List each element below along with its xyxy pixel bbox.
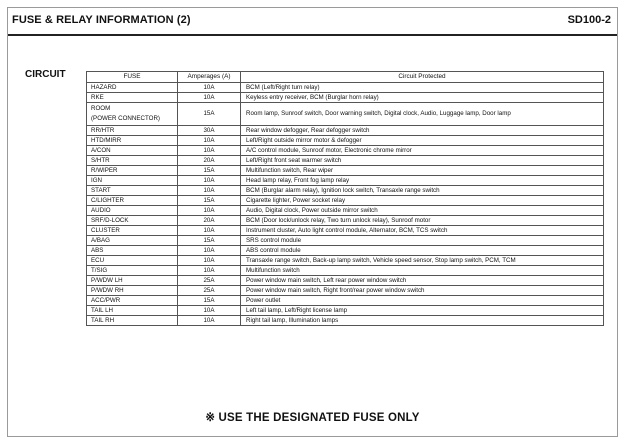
amperage-cell: 10A	[178, 176, 241, 186]
fuse-name: R/WIPER	[91, 166, 118, 174]
fuse-name: S/HTR	[91, 156, 110, 164]
circuit-protected-cell: Power outlet	[241, 296, 604, 306]
fuse-name: ABS	[91, 246, 104, 254]
column-header-amperage: Amperages (A)	[178, 72, 241, 83]
fuse-name-cell	[87, 156, 178, 166]
amperage-cell: 15A	[178, 166, 241, 176]
fuse-name-cell	[87, 103, 178, 126]
fuse-name-cell	[87, 83, 178, 93]
fuse-name: HTD/MIRR	[91, 136, 122, 144]
fuse-name-cell	[87, 226, 178, 236]
circuit-protected-cell: SRS control module	[241, 236, 604, 246]
fuse-name: START	[91, 186, 111, 194]
fuse-name: T/SIG	[91, 266, 108, 274]
designated-fuse-notice: ※ USE THE DESIGNATED FUSE ONLY	[205, 412, 420, 424]
fuse-name: RKE	[91, 93, 104, 101]
circuit-protected-cell: Transaxle range switch, Back-up lamp switch, Vehicle speed sensor, Stop lamp switch, PCM, TCM	[241, 256, 604, 266]
circuit-protected-cell: Power window main switch, Right front/rear power window switch	[241, 286, 604, 296]
fuse-name: RR/HTR	[91, 126, 115, 134]
fuse-table	[86, 71, 604, 326]
circuit-protected-cell: ABS control module	[241, 246, 604, 256]
fuse-name: TAIL LH	[91, 306, 114, 314]
amperage-cell: 30A	[178, 126, 241, 136]
table-header-row	[87, 72, 604, 83]
fuse-name: IGN	[91, 176, 103, 184]
column-header-fuse: FUSE	[87, 72, 178, 83]
fuse-name-cell	[87, 186, 178, 196]
fuse-name-subtitle: (POWER CONNECTOR)	[91, 115, 160, 122]
page-header	[8, 8, 617, 36]
amperage-cell: 10A	[178, 83, 241, 93]
circuit-protected-cell: BCM (Left/Right turn relay)	[241, 83, 604, 93]
table-row	[87, 206, 604, 216]
table-row	[87, 296, 604, 306]
fuse-name: ECU	[91, 256, 105, 264]
amperage-cell: 10A	[178, 146, 241, 156]
amperage-cell: 10A	[178, 266, 241, 276]
fuse-name: AUDIO	[91, 206, 111, 214]
table-row	[87, 166, 604, 176]
page-code: SD100-2	[567, 14, 611, 26]
fuse-name-cell	[87, 306, 178, 316]
table-row	[87, 93, 604, 103]
table-row	[87, 146, 604, 156]
fuse-name-cell	[87, 286, 178, 296]
fuse-name-cell	[87, 126, 178, 136]
fuse-name: SRF/D-LOCK	[91, 216, 129, 224]
table-row	[87, 276, 604, 286]
fuse-name: CLUSTER	[91, 226, 120, 234]
circuit-protected-cell: BCM (Burglar alarm relay), Ignition lock switch, Transaxle range switch	[241, 186, 604, 196]
fuse-name-cell	[87, 316, 178, 326]
table-row	[87, 256, 604, 266]
circuit-protected-cell: Cigarette lighter, Power socket relay	[241, 196, 604, 206]
fuse-name-cell	[87, 216, 178, 226]
table-row	[87, 316, 604, 326]
fuse-name-cell	[87, 236, 178, 246]
fuse-name-cell	[87, 166, 178, 176]
circuit-protected-cell: Left/Right front seat warmer switch	[241, 156, 604, 166]
circuit-protected-cell: Keyless entry receiver, BCM (Burglar horn relay)	[241, 93, 604, 103]
circuit-protected-cell: Audio, Digital clock, Power outside mirror switch	[241, 206, 604, 216]
amperage-cell: 10A	[178, 246, 241, 256]
fuse-name-cell	[87, 276, 178, 286]
circuit-protected-cell: Multifunction switch, Rear wiper	[241, 166, 604, 176]
table-row	[87, 156, 604, 166]
table-row	[87, 186, 604, 196]
fuse-name: P/WDW LH	[91, 276, 123, 284]
amperage-cell: 10A	[178, 186, 241, 196]
fuse-name: C/LIGHTER	[91, 196, 125, 204]
fuse-name-cell	[87, 256, 178, 266]
fuse-name: A/CON	[91, 146, 111, 154]
page-title: FUSE & RELAY INFORMATION (2)	[12, 14, 191, 26]
circuit-protected-cell: Multifunction switch	[241, 266, 604, 276]
fuse-name-cell	[87, 146, 178, 156]
circuit-protected-cell: Left tail lamp, Left/Right license lamp	[241, 306, 604, 316]
amperage-cell: 25A	[178, 276, 241, 286]
table-row	[87, 136, 604, 146]
table-row	[87, 103, 604, 126]
fuse-name-cell	[87, 246, 178, 256]
amperage-cell: 15A	[178, 196, 241, 206]
fuse-name-cell	[87, 296, 178, 306]
amperage-cell: 20A	[178, 216, 241, 226]
circuit-protected-cell: BCM (Door lock/unlock relay, Two turn unlock relay), Sunroof motor	[241, 216, 604, 226]
fuse-name: A/BAG	[91, 236, 110, 244]
circuit-protected-cell: Left/Right outside mirror motor & defogger	[241, 136, 604, 146]
table-row	[87, 226, 604, 236]
fuse-name: TAIL RH	[91, 316, 115, 324]
fuse-name-cell	[87, 93, 178, 103]
fuse-name: ACC/PWR	[91, 296, 121, 304]
amperage-cell: 20A	[178, 156, 241, 166]
table-row	[87, 246, 604, 256]
fuse-name-cell	[87, 206, 178, 216]
table-row	[87, 306, 604, 316]
amperage-cell: 10A	[178, 136, 241, 146]
fuse-name-cell	[87, 176, 178, 186]
circuit-protected-cell: Head lamp relay, Front fog lamp relay	[241, 176, 604, 186]
circuit-protected-cell: Room lamp, Sunroof switch, Door warning switch, Digital clock, Audio, Luggage lamp, Door lamp	[241, 103, 604, 126]
table-row	[87, 196, 604, 206]
table-row	[87, 176, 604, 186]
table-row	[87, 286, 604, 296]
amperage-cell: 10A	[178, 226, 241, 236]
table-row	[87, 236, 604, 246]
fuse-name-cell	[87, 196, 178, 206]
fuse-name: ROOM	[91, 105, 111, 113]
circuit-protected-cell: Power window main switch, Left rear power window switch	[241, 276, 604, 286]
amperage-cell: 15A	[178, 296, 241, 306]
circuit-protected-cell: A/C control module, Sunroof motor, Electronic chrome mirror	[241, 146, 604, 156]
fuse-name-cell	[87, 136, 178, 146]
amperage-cell: 15A	[178, 236, 241, 246]
circuit-protected-cell: Instrument cluster, Auto light control module, Alternator, BCM, TCS switch	[241, 226, 604, 236]
fuse-name: HAZARD	[91, 83, 117, 91]
manual-page	[7, 7, 618, 437]
amperage-cell: 10A	[178, 316, 241, 326]
amperage-cell: 15A	[178, 103, 241, 126]
amperage-cell: 10A	[178, 256, 241, 266]
column-header-circuit: Circuit Protected	[241, 72, 604, 83]
circuit-protected-cell: Rear window defogger, Rear defogger switch	[241, 126, 604, 136]
amperage-cell: 25A	[178, 286, 241, 296]
table-row	[87, 83, 604, 93]
fuse-name-cell	[87, 266, 178, 276]
amperage-cell: 10A	[178, 206, 241, 216]
fuse-name: P/WDW RH	[91, 286, 124, 294]
table-row	[87, 126, 604, 136]
table-row	[87, 266, 604, 276]
amperage-cell: 10A	[178, 93, 241, 103]
amperage-cell: 10A	[178, 306, 241, 316]
circuit-protected-cell: Right tail lamp, Illumination lamps	[241, 316, 604, 326]
table-row	[87, 216, 604, 226]
section-label: CIRCUIT	[25, 69, 66, 80]
